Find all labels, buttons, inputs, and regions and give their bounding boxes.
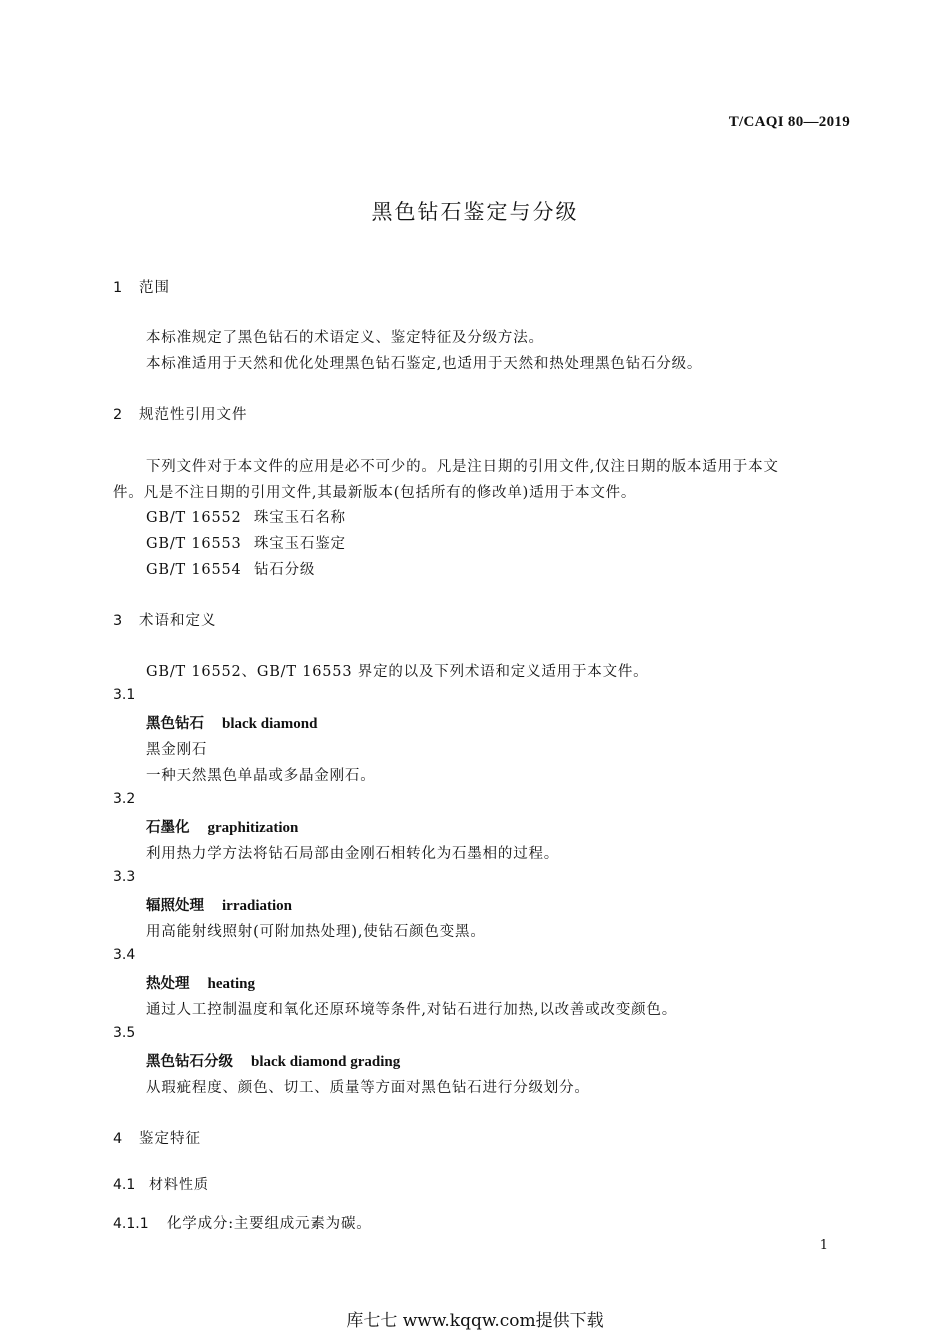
reference-code: GB/T 16554 (146, 562, 242, 578)
reference-name: 钻石分级 (254, 562, 316, 578)
term-alias: 黑金刚石 (146, 742, 208, 758)
section-2-paragraph-line-2: 件。凡是不注日期的引用文件,其最新版本(包括所有的修改单)适用于本文件。 (113, 485, 637, 501)
reference-code: GB/T 16553 (146, 536, 242, 552)
section-4-number: 4 (113, 1131, 123, 1147)
page-number: 1 (819, 1238, 828, 1253)
term-number: 3.4 (113, 947, 136, 963)
clause-number: 4.1.1 (113, 1216, 149, 1232)
reference-name: 珠宝玉石名称 (254, 510, 346, 526)
standard-code: T/CAQI 80—2019 (728, 114, 850, 130)
term-definition: 利用热力学方法将钻石局部由金刚石相转化为石墨相的过程。 (146, 846, 560, 862)
term-definition: 用高能射线照射(可附加热处理),使钻石颜色变黑。 (146, 924, 486, 940)
term-english: graphitization (207, 820, 299, 836)
section-4-heading (113, 1127, 201, 1148)
section-2-heading (113, 403, 248, 424)
section-3-heading (113, 609, 217, 630)
subsection-number: 4.1 (113, 1177, 136, 1193)
term-chinese: 石墨化 (146, 820, 190, 836)
term-definition: 一种天然黑色单晶或多晶金刚石。 (146, 768, 376, 784)
section-4-title: 鉴定特征 (139, 1131, 201, 1147)
term-chinese: 黑色钻石分级 (146, 1054, 233, 1070)
term-definition: 通过人工控制温度和氧化还原环境等条件,对钻石进行加热,以改善或改变颜色。 (146, 1002, 678, 1018)
clause-text: 化学成分:主要组成元素为碳。 (167, 1216, 372, 1232)
term-chinese: 黑色钻石 (146, 716, 204, 732)
term-number: 3.3 (113, 869, 136, 885)
section-1-heading (113, 276, 170, 297)
download-source-footer: 库七七 www.kqqw.com提供下载 (346, 1311, 604, 1331)
term-english: heating (207, 976, 256, 992)
term-english: black diamond (222, 716, 318, 732)
term-heading (146, 972, 255, 993)
document-title: 黑色钻石鉴定与分级 (371, 200, 579, 224)
clause-4-1-1 (113, 1212, 372, 1233)
term-heading (146, 894, 292, 915)
section-2-title: 规范性引用文件 (139, 407, 248, 423)
reference-item (146, 506, 346, 527)
reference-code: GB/T 16552 (146, 510, 242, 526)
reference-name: 珠宝玉石鉴定 (254, 536, 346, 552)
term-chinese: 辐照处理 (146, 898, 204, 914)
reference-item (146, 532, 346, 553)
term-english: irradiation (222, 898, 292, 914)
term-heading (146, 712, 317, 733)
term-number: 3.2 (113, 791, 136, 807)
term-heading (146, 816, 298, 837)
term-number: 3.1 (113, 687, 136, 703)
section-3-intro: GB/T 16552、GB/T 16553 界定的以及下列术语和定义适用于本文件。 (146, 664, 649, 680)
term-heading (146, 1050, 400, 1071)
subsection-title: 材料性质 (149, 1177, 209, 1193)
section-2-paragraph-line-1: 下列文件对于本文件的应用是必不可少的。凡是注日期的引用文件,仅注日期的版本适用于本文 (146, 459, 779, 475)
section-1-paragraph-2: 本标准适用于天然和优化处理黑色钻石鉴定,也适用于天然和热处理黑色钻石分级。 (146, 356, 703, 372)
subsection-4-1-heading (113, 1174, 209, 1194)
term-definition: 从瑕疵程度、颜色、切工、质量等方面对黑色钻石进行分级划分。 (146, 1080, 590, 1096)
term-english: black diamond grading (251, 1054, 401, 1070)
reference-item (146, 558, 315, 579)
section-1-title: 范围 (139, 280, 170, 296)
term-chinese: 热处理 (146, 976, 190, 992)
section-1-paragraph-1: 本标准规定了黑色钻石的术语定义、鉴定特征及分级方法。 (146, 330, 544, 346)
section-2-number: 2 (113, 407, 123, 423)
section-1-number: 1 (113, 280, 123, 296)
term-number: 3.5 (113, 1025, 136, 1041)
section-3-number: 3 (113, 613, 123, 629)
section-3-title: 术语和定义 (139, 613, 217, 629)
